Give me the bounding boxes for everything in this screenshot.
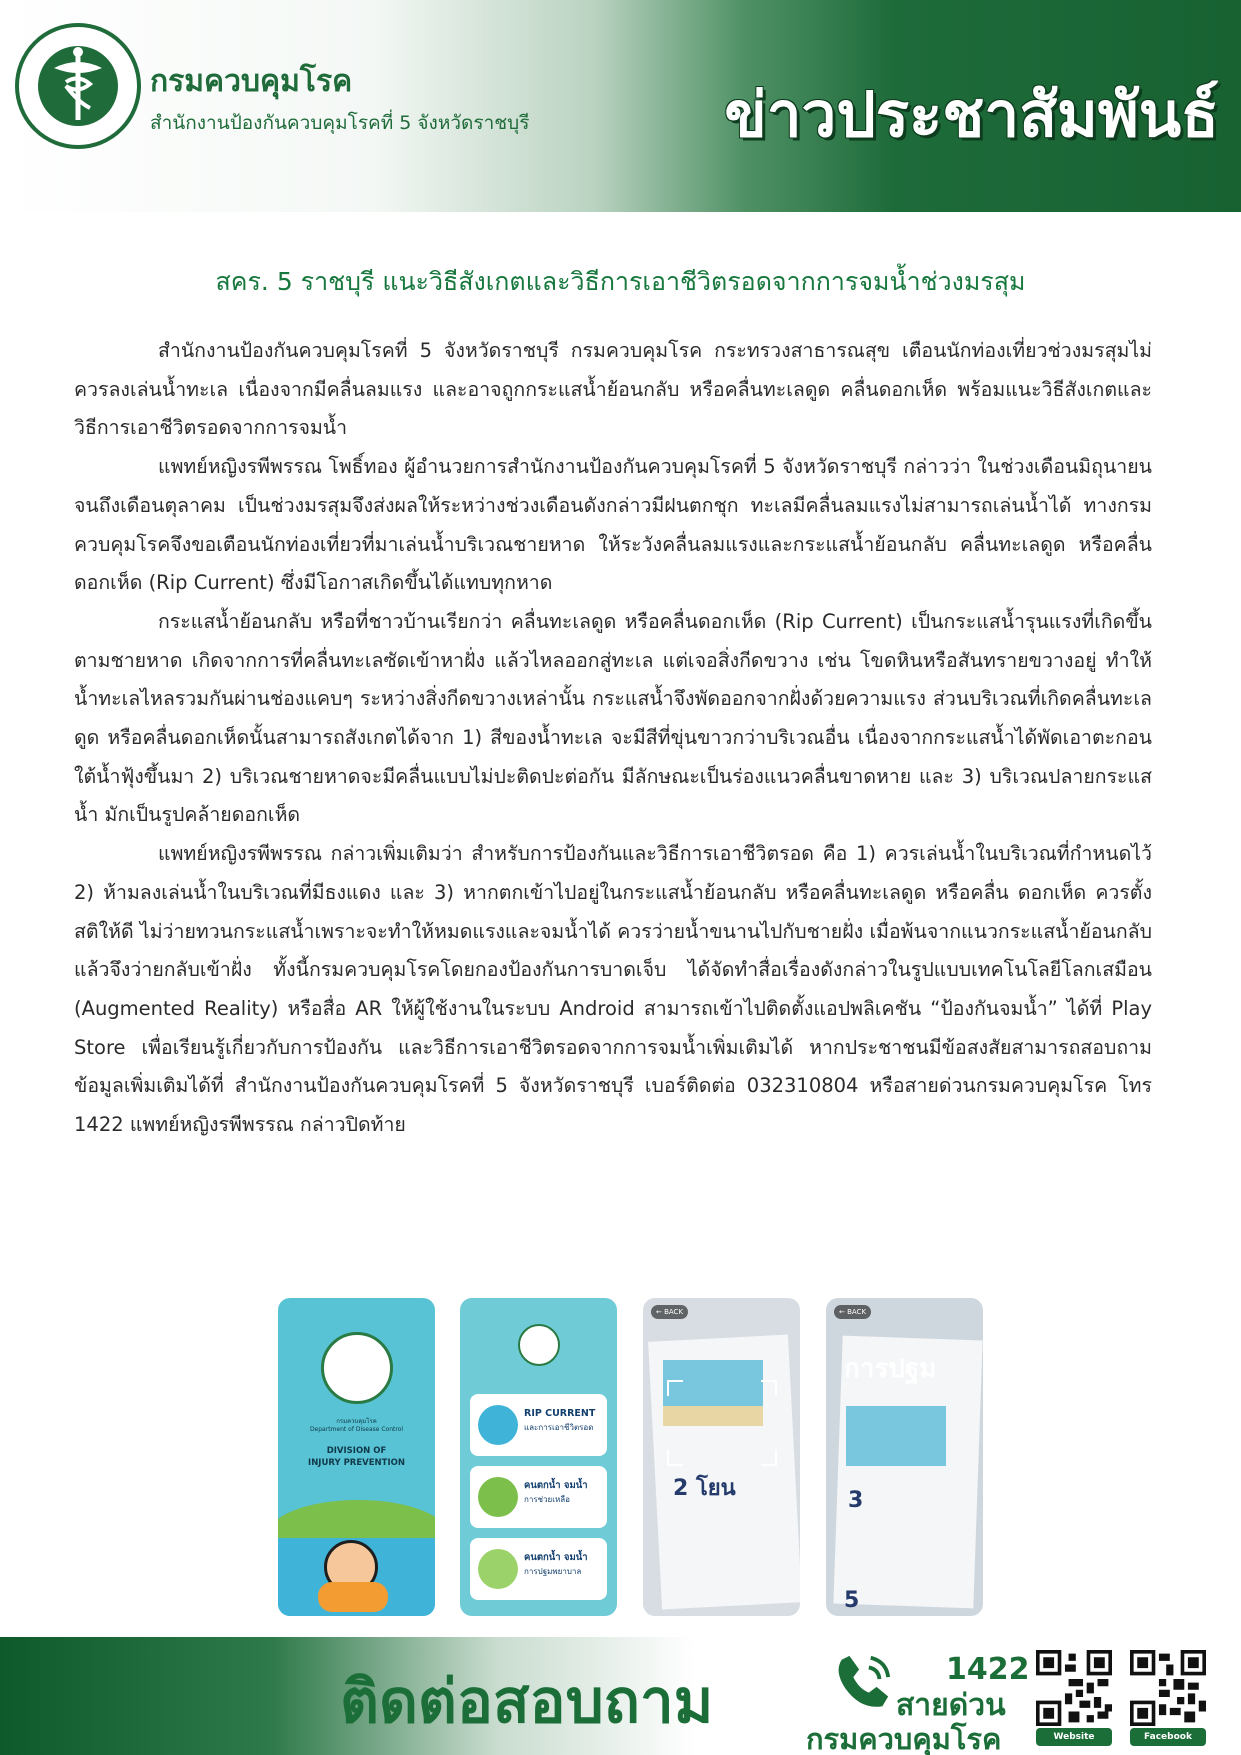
menu-item-subtitle: การช่วยเหลือ [524,1495,570,1504]
app-ar-screenshot-2 [826,1298,983,1616]
app-ar-screenshot-1 [643,1298,800,1616]
menu-item-title: คนตกน้ำ จมน้ำ [524,1552,588,1563]
ar-step-number: 5 [844,1588,860,1613]
ar-step-number: 2 โยน [673,1476,736,1501]
website-qr-label: Website [1036,1728,1112,1746]
org-subtitle: สำนักงานป้องกันควบคุมโรคที่ 5 จังหวัดราชบุรี [150,112,530,134]
banner-title: ข่าวประชาสัมพันธ์ [724,78,1219,151]
menu-item-rip-current [470,1394,607,1456]
facebook-qr-label: Facebook [1130,1728,1206,1746]
app-division-line-1: DIVISION OF [326,1446,387,1456]
life-vest-illustration [318,1582,388,1612]
ar-frame-corner [667,1380,683,1396]
menu-item-subtitle: การปฐมพยาบาล [524,1567,582,1576]
back-button: ← BACK [651,1305,688,1319]
app-menu-screenshot [460,1298,617,1616]
article-paragraph-3: กระแสน้ำย้อนกลับ หรือที่ชาวบ้านเรียกว่า คลื่นทะเลดูด หรือคลื่นดอกเห็ด (Rip Current) เป็นกระแสน้ำรุนแรงที่เกิดขึ้นตามชายหาด เกิดจากการที่คลื่นทะเลซัดเข้าหาฝั่ง แล้วไหลออกสู่ทะเล แต่เจอสิ่งกีดขวาง เช่น โขดหินหรือสันทรายขวางอยู่ ทำให้น้ำทะเลไหลรวมกันผ่านช่องแคบๆ ระหว่างสิ่งกีดขวางเหล่านั้น กระแสน้ำจึงพัดออกจากฝั่งด้วยความแรง ส่วนบริเวณที่เกิดคลื่นทะเลดูด หรือคลื่นดอกเห็ดนั้นสามารถสังเกตได้จาก 1) สีของน้ำทะเล จะมีสีที่ขุ่นขาวกว่าบริเวณอื่น เนื่องจากกระแสน้ำได้พัดเอาตะกอนใต้น้ำฟุ้งขึ้นมา 2) บริเวณชายหาดจะมีคลื่นแบบไม่ปะติดปะต่อกัน มีลักษณะเป็นร่องแนวคลื่นขาดหาย และ 3) บริเวณปลายกระแสน้ำ มักเป็นรูปคล้ายดอกเห็ด [74,609,1152,827]
menu-item-subtitle: และการเอาชีวิตรอด [524,1423,594,1432]
hotline-label: สายด่วน [896,1688,1006,1723]
ar-sand-scene [663,1406,763,1426]
facebook-qr-code [1130,1650,1206,1726]
phone-icon [832,1650,894,1712]
hotline-number: 1422 [946,1652,1030,1687]
menu-item-rescue [470,1466,607,1528]
app-division-line-2: INJURY PREVENTION [308,1458,405,1468]
org-name: กรมควบคุมโรค [150,64,353,99]
article-paragraph-2: แพทย์หญิงรพีพรรณ โพธิ์ทอง ผู้อำนวยการสำนักงานป้องกันควบคุมโรคที่ 5 จังหวัดราชบุรี กล่าวว่า ในช่วงเดือนมิถุนายน จนถึงเดือนตุลาคม เป็นช่วงมรสุมจึงส่งผลให้ระหว่างช่วงเดือนดังกล่าวมีฝนตกชุก ทะเลมีคลื่นลมแรงไม่สามารถเล่นน้ำได้ ทางกรมควบคุมโรคจึงขอเตือนนักท่องเที่ยวที่มาเล่นน้ำบริเวณชายหาด ให้ระวังคลื่นลมแรงและกระแสน้ำย้อนกลับ คลื่นทะเลดูด หรือคลื่นดอกเห็ด (Rip Current) ซึ่งมีโอกาสเกิดขึ้นได้แทบทุกหาด [74,455,1152,595]
app-screenshots [0,1298,1241,1618]
rescue-thumbnail [478,1477,518,1517]
menu-item-title: RIP CURRENT [524,1408,596,1419]
app-seal-icon [518,1324,560,1366]
footer-title: ติดต่อสอบถาม [340,1667,714,1737]
article-paragraph-1: สำนักงานป้องกันควบคุมโรคที่ 5 จังหวัดราชบุรี กรมควบคุมโรค กระทรวงสาธารณสุข เตือนนักท่องเที่ยวช่วงมรสุมไม่ควรลงเล่นน้ำทะเล เนื่องจากมีคลื่นลมแรง และอาจถูกกระแสน้ำย้อนกลับ หรือคลื่นทะเลดูด คลื่นดอกเห็ด พร้อมแนะวิธีสังเกตและวิธีการเอาชีวิตรอดจากการจมน้ำ [74,339,1152,440]
article-headline: สคร. 5 ราชบุรี แนะวิธีสังเกตและวิธีการเอาชีวิตรอดจากการจมน้ำช่วงมรสุม [215,267,1026,296]
ar-overlay-title: การปฐม [844,1354,937,1384]
website-qr-code [1036,1650,1112,1726]
rip-current-thumbnail [478,1405,518,1445]
ar-frame-corner [761,1380,777,1396]
ar-frame-corner [667,1450,683,1466]
article-body [74,332,1152,1145]
hotline-org: กรมควบคุมโรค [806,1722,1002,1755]
app-dept-thai: กรมควบคุมโรค [336,1418,377,1425]
ministry-seal-logo [14,22,142,150]
menu-item-first-aid [470,1538,607,1600]
app-splash-screenshot [278,1298,435,1616]
menu-item-title: คนตกน้ำ จมน้ำ [524,1480,588,1491]
ar-water-scene [846,1406,946,1466]
ar-step-number: 3 [848,1488,864,1513]
first-aid-thumbnail [478,1549,518,1589]
article-paragraph-4: แพทย์หญิงรพีพรรณ กล่าวเพิ่มเติมว่า สำหรับการป้องกันและวิธีการเอาชีวิตรอด คือ 1) ควรเล่นน้ำในบริเวณที่กำหนดไว้ 2) ห้ามลงเล่นน้ำในบริเวณที่มีธงแดง และ 3) หากตกเข้าไปอยู่ในกระแสน้ำย้อนกลับ หรือคลื่นทะเลดูด หรือคลื่น ดอกเห็ด ควรตั้งสติให้ดี ไม่ว่ายทวนกระแสน้ำเพราะจะทำให้หมดแรงและจมน้ำได้ ควรว่ายน้ำขนานไปกับชายฝั่ง เมื่อพ้นจากแนวกระแสน้ำย้อนกลับแล้วจึงว่ายกลับเข้าฝั่ง ทั้งนี้กรมควบคุมโรคโดยกองป้องกันการบาดเจ็บ ได้จัดทำสื่อเรื่องดังกล่าวในรูปแบบเทคโนโลยีโลกเสมือน (Augmented Reality) หรือสื่อ AR ให้ผู้ใช้งานในระบบ Android สามารถเข้าไปติดตั้งแอปพลิเคชัน “ป้องกันจมน้ำ” ได้ที่ Play Store เพื่อเรียนรู้เกี่ยวกับการป้องกัน และวิธีการเอาชีวิตรอดจากการจมน้ำเพิ่มเติมได้ หากประชาชนมีข้อสงสัยสามารถสอบถามข้อมูลเพิ่มเติมได้ที่ สำนักงานป้องกันควบคุมโรคที่ 5 จังหวัดราชบุรี เบอร์ติดต่อ 032310804 หรือสายด่วนกรมควบคุมโรค โทร 1422 แพทย์หญิงรพีพรรณ กล่าวปิดท้าย [74,842,1152,1137]
back-button: ← BACK [834,1305,871,1319]
page-header [0,0,1241,212]
ar-frame-corner [761,1450,777,1466]
app-dept-english: Department of Disease Control [309,1426,404,1433]
app-seal-icon [321,1332,393,1404]
